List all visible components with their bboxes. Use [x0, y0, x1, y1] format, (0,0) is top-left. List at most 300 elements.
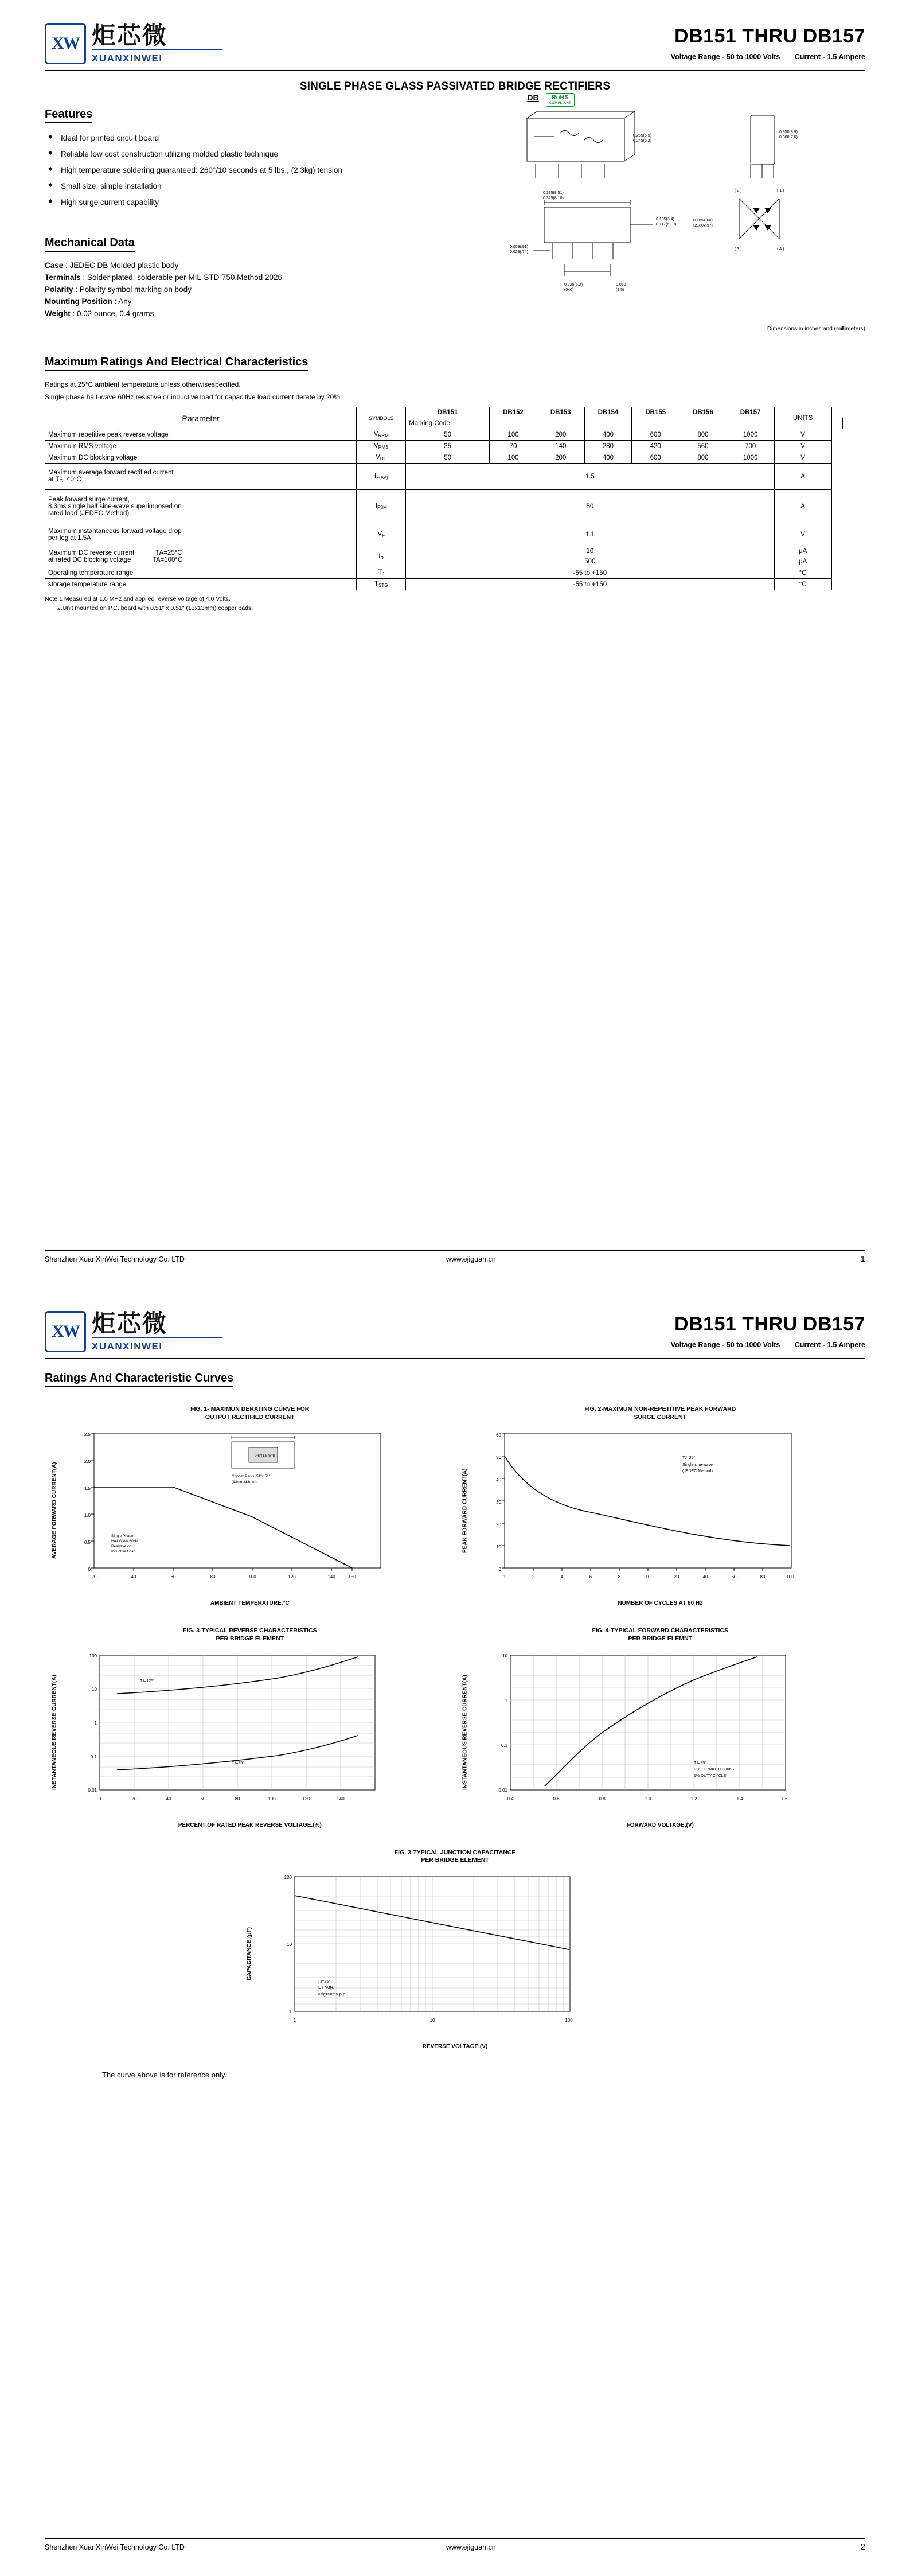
header-right	[671, 1311, 865, 1349]
logo-english-name: XUANXINWEI	[92, 52, 163, 64]
table-row	[45, 490, 865, 523]
svg-text:10: 10	[495, 1544, 501, 1550]
dim-text: (1.5)	[616, 287, 624, 292]
param-symbol: $I_R$	[357, 546, 406, 567]
svg-text:PULSE WIDTH 300nS: PULSE WIDTH 300nS	[693, 1767, 734, 1772]
cell-value: 50	[406, 429, 490, 441]
param-line: =40°C	[63, 476, 81, 483]
svg-text:10: 10	[92, 1686, 97, 1692]
cell-unit: A	[774, 490, 831, 523]
svg-text:100: 100	[248, 1574, 256, 1580]
col-device: DB151	[406, 407, 490, 418]
svg-text:Vsig=50mV p-p: Vsig=50mV p-p	[317, 1992, 345, 1997]
cell-unit: V	[774, 523, 831, 546]
cell-value: 800	[679, 429, 727, 441]
svg-text:1.5: 1.5	[84, 1486, 91, 1492]
current-text: Current - 1.5 Ampere	[794, 1341, 865, 1349]
list-item	[48, 182, 504, 192]
footer-website[interactable]: www.ejiguan.cn	[446, 2543, 496, 2551]
param-line: Maximum instantaneous forward voltage drop	[48, 527, 182, 535]
mechanical-row	[45, 272, 504, 284]
cell-value: 1000	[727, 429, 774, 441]
param-label: storage temperature range	[45, 579, 357, 590]
mechanical-row	[45, 284, 504, 296]
chart-title: FIG. 4-TYPICAL FORWARD CHARACTERISTICS PER BRIDGE ELEMNT	[592, 1627, 729, 1642]
logo-mark-text: XW	[52, 34, 79, 53]
package-drawing-area	[510, 93, 865, 340]
svg-text:140: 140	[337, 1796, 345, 1801]
cell-value: -55 to +150	[406, 567, 774, 579]
page-footer-2	[45, 2538, 865, 2552]
feature-text: Reliable low cost construction utilizing molded plastic technique	[61, 149, 278, 158]
col-parameter: Parameter	[45, 407, 357, 429]
chart-xlabel: NUMBER OF CYCLES AT 60 Hz	[618, 1600, 703, 1607]
svg-text:50: 50	[495, 1455, 501, 1461]
chart-plot	[255, 1868, 599, 2040]
svg-text:100: 100	[564, 2017, 573, 2023]
chart-title: FIG. 2-MAXIMUM NON-REPETITIVE PEAK FORWARD SURGE CURRENT	[584, 1406, 736, 1421]
svg-text:80: 80	[210, 1574, 216, 1580]
mechanical-label: Weight	[45, 309, 71, 318]
feature-text: High surge current capability	[61, 197, 159, 207]
dim-text: 0.245(6.2)	[633, 138, 652, 143]
col-device: DB153	[537, 407, 584, 418]
part-number-title: DB151 THRU DB157	[674, 1313, 865, 1335]
param-symbol: $V_{RMS}$	[357, 441, 406, 452]
mechanical-label: Terminals	[45, 273, 81, 282]
table-row	[45, 523, 865, 546]
chart-fig2	[455, 1400, 866, 1621]
cell-value: 600	[632, 452, 679, 464]
svg-text:60: 60	[200, 1796, 206, 1801]
param-symbol: $I_{FSM}$	[357, 490, 406, 523]
cell-value: 600	[632, 429, 679, 441]
features-list	[48, 134, 504, 207]
svg-text:1.4: 1.4	[736, 1796, 743, 1801]
svg-text:10: 10	[429, 2017, 435, 2023]
col-device: DB155	[632, 407, 679, 418]
param-line: rated load (JEDEC Method)	[48, 509, 130, 517]
svg-text:0.8: 0.8	[598, 1796, 606, 1801]
chart-ylabel: INSTANTANEOUS REVERSE CURRENT(A)	[462, 1675, 468, 1790]
svg-text:2.0: 2.0	[84, 1459, 91, 1465]
param-label: Operating temperature range	[45, 567, 357, 579]
logo-chinese-name: 炬芯微	[92, 1309, 168, 1337]
page-2	[0, 1288, 910, 2576]
svg-text:Single Phase: Single Phase	[111, 1534, 134, 1539]
cell-value	[632, 418, 679, 429]
svg-text:0.01: 0.01	[498, 1787, 507, 1793]
mechanical-value: : Solder plated, solderable per MIL-STD-750,Method 2026	[83, 273, 282, 282]
svg-text:0.6"(1.5mm): 0.6"(1.5mm)	[255, 1454, 275, 1458]
svg-text:TJ=25°: TJ=25°	[682, 1456, 695, 1461]
svg-text:TJ=25°: TJ=25°	[317, 1979, 330, 1984]
cell-value: 35	[406, 441, 490, 452]
cell-value	[727, 418, 774, 429]
part-specs-line	[671, 1341, 865, 1349]
feature-text: Ideal for printed circuit board	[61, 134, 159, 142]
chart-fig3	[45, 1621, 455, 1843]
table-header-row	[45, 407, 865, 418]
dim-text: 0.225(5.2)	[564, 282, 583, 287]
cell-value: 50	[406, 452, 490, 464]
svg-text:40: 40	[702, 1574, 708, 1580]
svg-text:0.1: 0.1	[90, 1754, 97, 1760]
param-label	[45, 464, 357, 490]
feature-text: High temperature soldering guaranteed: 260°/10 seconds at 5 lbs., (2.3kg) tension	[61, 165, 342, 174]
chart-ylabel: CAPACITANCE,(pF)	[246, 1927, 253, 1981]
chart-title: FIG. 3-TYPICAL REVERSE CHARACTERISTICS PER BRIDGE ELEMENT	[182, 1627, 317, 1642]
chart-fig1	[45, 1400, 455, 1621]
chart-title: FIG. 1- MAXIMUN DERATING CURVE FOR OUTPUT RECTIFIED CURRENT	[190, 1406, 310, 1421]
cell-value: 700	[727, 441, 774, 452]
svg-text:0: 0	[98, 1796, 101, 1801]
cell-value: 500	[406, 557, 774, 567]
col-units: UNITS	[774, 407, 831, 429]
param-line: TA=25°C	[155, 550, 182, 557]
svg-text:0.4: 0.4	[506, 1796, 514, 1801]
col-device: DB152	[490, 407, 537, 418]
package-header-row	[510, 93, 865, 107]
svg-text:1: 1	[503, 1574, 506, 1580]
param-label: Maximum repetitive peak reverse voltage	[45, 429, 357, 441]
cell-value: 10	[406, 546, 774, 557]
cell-unit: V	[774, 452, 831, 464]
svg-text:0.5: 0.5	[84, 1540, 91, 1546]
page-header	[45, 0, 865, 64]
dim-text: 0.1654(60)	[693, 218, 713, 223]
header-right	[671, 23, 865, 61]
col-device: DB157	[727, 407, 774, 418]
cell-value: 800	[679, 452, 727, 464]
cell-unit: °C	[774, 579, 831, 590]
mechanical-label: Mounting Position	[45, 297, 112, 306]
svg-text:Resistive or: Resistive or	[111, 1544, 131, 1549]
footer-website[interactable]: www.ejiguan.cn	[446, 1255, 496, 1263]
svg-text:(13mmx13mm): (13mmx13mm)	[232, 1480, 257, 1485]
dim-text: 0.117(62.9)	[656, 222, 677, 227]
cell-value: 1.5	[406, 464, 774, 490]
rohs-badge-icon	[546, 93, 575, 107]
chart-xlabel: AMBIENT TEMPERATURE,°C	[210, 1600, 290, 1607]
svg-text:0: 0	[498, 1567, 501, 1573]
mechanical-value: : JEDEC DB Molded plastic body	[65, 261, 179, 270]
mechanical-data-list	[45, 260, 504, 320]
param-line: at T	[48, 476, 60, 483]
param-line: Maximum DC reverse current	[48, 550, 135, 557]
col-device: DB156	[679, 407, 727, 418]
param-label	[45, 546, 357, 567]
chart-plot	[470, 1425, 814, 1597]
cell-value: 400	[584, 452, 632, 464]
logo-mark-text: XW	[52, 1322, 79, 1341]
svg-text:80: 80	[235, 1796, 240, 1801]
logo-text-block	[92, 21, 222, 64]
svg-text:100: 100	[89, 1653, 97, 1659]
param-symbol: $V_{DC}$	[357, 452, 406, 464]
svg-text:1: 1	[289, 2009, 292, 2014]
svg-text:150: 150	[348, 1574, 356, 1580]
dim-text: 0.335(8.51)	[543, 190, 564, 195]
svg-text:Inductive Load: Inductive Load	[111, 1550, 136, 1554]
svg-text:4: 4	[560, 1574, 563, 1580]
rohs-sub-label: COMPLIANT	[549, 101, 571, 105]
chart-xlabel: FORWARD VOLTAGE,(V)	[626, 1822, 694, 1828]
svg-text:120: 120	[302, 1796, 310, 1801]
footer-company: Shenzhen XuanXinWei Technology Co. LTD	[45, 2543, 185, 2551]
svg-text:0.6: 0.6	[552, 1796, 560, 1801]
table-row	[45, 464, 865, 490]
ratings-note-2: Single phase half-wave 60Hz,resistive or inductive load,for capacitive load current derate by 20%.	[45, 393, 342, 401]
chart-ylabel: AVERAGE FORWARD CURRENT(A)	[51, 1462, 58, 1559]
list-item	[48, 150, 504, 159]
cell-value	[843, 418, 854, 429]
chart-plot	[60, 1647, 404, 1819]
note-line: Note:1 Measured at 1.0 MHz and applied reverse voltage of 4.0 Volts.	[45, 596, 231, 602]
svg-text:40: 40	[131, 1574, 136, 1580]
param-line: 8.3ms single half sine-wave superimposed on	[48, 503, 182, 510]
dim-text: 0.300(7.6)	[779, 135, 798, 139]
table-row	[45, 429, 865, 441]
features-and-package	[45, 93, 865, 340]
logo-divider	[92, 49, 222, 50]
chart-ylabel: PEAK FORWARD CURRENT(A)	[462, 1468, 468, 1554]
svg-text:100: 100	[284, 1874, 292, 1880]
cell-unit: μA	[774, 546, 831, 557]
svg-text:20: 20	[495, 1522, 501, 1528]
cell-value: 400	[584, 429, 632, 441]
svg-text:1.0: 1.0	[644, 1796, 651, 1801]
param-line: Maximum average forward rectified current	[48, 469, 174, 476]
mechanical-label: Case	[45, 261, 64, 270]
dim-text: (21802.97)	[693, 223, 713, 228]
feature-text: Small size, simple installation	[61, 181, 162, 190]
svg-text:20: 20	[131, 1796, 137, 1801]
param-label	[45, 523, 357, 546]
svg-text:2: 2	[532, 1574, 534, 1580]
mechanical-row	[45, 308, 504, 320]
pin-label: ( 2 )	[735, 188, 742, 193]
dim-text: 0.060	[616, 282, 626, 287]
current-text: Current - 1.5 Ampere	[794, 53, 865, 61]
header-divider	[45, 70, 865, 71]
mechanical-row	[45, 296, 504, 308]
cell-unit: A	[774, 464, 831, 490]
page-number: 2	[860, 2542, 865, 2552]
pin-label: ( 1 )	[777, 188, 784, 193]
svg-text:8: 8	[618, 1574, 620, 1580]
cell-value	[831, 418, 842, 429]
voltage-range-text: Voltage Range - 50 to 1000 Volts	[670, 53, 780, 61]
list-item	[48, 166, 504, 176]
dim-text: 0.255(6.5)	[633, 133, 652, 138]
param-symbol	[490, 418, 537, 429]
footer-company: Shenzhen XuanXinWei Technology Co. LTD	[45, 1255, 185, 1263]
chart-ylabel: INSTANTANEOUS REVERSE CURRENT(A)	[51, 1675, 58, 1790]
curve-reference-note: The curve above is for reference only.	[102, 2070, 227, 2079]
cell-value: 560	[679, 441, 727, 452]
svg-text:2.5: 2.5	[84, 1432, 91, 1438]
company-logo	[45, 1311, 222, 1352]
svg-text:1: 1	[293, 2017, 296, 2023]
svg-text:Copper Pauls .51"x.51": Copper Pauls .51"x.51"	[232, 1474, 271, 1479]
chart-fig5	[45, 1843, 865, 2065]
dim-text: 0.350(8.9)	[779, 130, 798, 134]
chart-title: FIG. 3-TYPICAL JUNCTION CAPACITANCE PER BRIDGE ELEMENT	[394, 1849, 516, 1864]
page-number: 1	[860, 1254, 865, 1264]
svg-text:1.0: 1.0	[84, 1513, 91, 1519]
package-type-label: DB	[527, 93, 539, 102]
dim-text: 0.325(8.10)	[543, 196, 564, 200]
svg-text:1: 1	[505, 1698, 507, 1703]
chart-plot	[60, 1425, 404, 1597]
param-symbol: $I_{F(AV)}$	[357, 464, 406, 490]
dim-text: 0.135(3.4)	[656, 217, 675, 221]
dim-text: 0.029(.74)	[510, 250, 529, 254]
cell-value: 280	[584, 441, 632, 452]
chart-plot	[470, 1647, 814, 1819]
part-number-title: DB151 THRU DB157	[674, 25, 865, 47]
table-notes	[45, 595, 865, 613]
cell-value: 100	[490, 452, 537, 464]
param-line: at rated DC blocking voltage	[48, 557, 131, 563]
chart-xlabel: REVERSE VOLTAGE.(V)	[422, 2043, 488, 2050]
svg-text:30: 30	[495, 1500, 501, 1505]
cell-value: 200	[537, 452, 584, 464]
cell-value: 1.1	[406, 523, 774, 546]
document-title: SINGLE PHASE GLASS PASSIVATED BRIDGE RECTIFIERS	[299, 80, 611, 92]
svg-text:f=1.0MHz: f=1.0MHz	[317, 1986, 335, 1990]
mechanical-value: : Polarity symbol marking on body	[75, 285, 192, 294]
cell-value: 70	[490, 441, 537, 452]
param-symbol: $T_{STG}$	[357, 579, 406, 590]
svg-text:Half Wave 60Hz: Half Wave 60Hz	[111, 1539, 138, 1544]
param-symbol: $T_J$	[357, 567, 406, 579]
mechanical-value: : 0.02 ounce, 0.4 grams	[72, 309, 154, 318]
svg-text:10: 10	[645, 1574, 650, 1580]
svg-text:100: 100	[786, 1574, 794, 1580]
logo-mark-icon	[45, 1311, 86, 1352]
mechanical-label: Polarity	[45, 285, 73, 294]
svg-text:1: 1	[94, 1720, 97, 1726]
logo-chinese-name: 炬芯微	[92, 21, 168, 49]
cell-value: 50	[406, 490, 774, 523]
list-item	[48, 198, 504, 208]
svg-text:60: 60	[495, 1433, 501, 1438]
curves-heading: Ratings And Characteristic Curves	[45, 1372, 233, 1387]
note-line: 2.Unit mounted on P.C. board with 0.51" x 0.51" (13x13mm) copper pads.	[57, 604, 253, 612]
package-drawings-column	[504, 93, 865, 340]
table-row	[45, 546, 865, 557]
mechanical-row	[45, 260, 504, 272]
param-symbol: $V_F$	[357, 523, 406, 546]
param-line: per leg at 1.5A	[48, 534, 91, 542]
table-row	[45, 441, 865, 452]
cell-value: 100	[490, 429, 537, 441]
list-item	[48, 134, 504, 143]
svg-text:TJ=25°: TJ=25°	[232, 1761, 244, 1765]
charts-grid	[45, 1400, 865, 2065]
svg-text:20: 20	[91, 1574, 97, 1580]
features-heading: Features	[45, 108, 92, 123]
package-outline-drawing	[510, 107, 854, 319]
logo-divider	[92, 1337, 222, 1338]
svg-text:40: 40	[166, 1796, 171, 1801]
header-divider	[45, 1358, 865, 1359]
param-symbol: $V_{RRM}$	[357, 429, 406, 441]
svg-text:10: 10	[502, 1653, 507, 1659]
dim-text: 0.009(.91)	[510, 244, 529, 249]
svg-text:0.1: 0.1	[501, 1742, 507, 1748]
svg-text:1.6: 1.6	[780, 1796, 788, 1801]
table-row	[45, 579, 865, 590]
logo-mark-icon	[45, 23, 86, 64]
svg-text:1.2: 1.2	[690, 1796, 697, 1801]
col-device: DB154	[584, 407, 632, 418]
param-line: TA=100°C	[152, 557, 183, 563]
chart-xlabel: PERCENT OF RATED PEAK REVERSE VOLTAGE.(%)	[178, 1822, 322, 1828]
svg-text:140: 140	[327, 1574, 335, 1580]
pin-label: ( 3 )	[735, 247, 742, 251]
specifications-table	[45, 407, 865, 590]
svg-text:80: 80	[760, 1574, 765, 1580]
cell-value	[584, 418, 632, 429]
svg-text:60: 60	[731, 1574, 736, 1580]
table-row	[45, 452, 865, 464]
svg-text:100: 100	[268, 1796, 276, 1801]
dim-text: (040)	[564, 287, 574, 292]
ratings-heading: Maximum Ratings And Electrical Characteristics	[45, 356, 308, 371]
cell-value	[537, 418, 584, 429]
cell-unit: V	[774, 429, 831, 441]
svg-text:6: 6	[589, 1574, 592, 1580]
company-logo	[45, 23, 222, 64]
features-column	[45, 93, 504, 340]
chart-fig4	[455, 1621, 866, 1843]
svg-text:TJ=25°: TJ=25°	[693, 1761, 706, 1765]
param-label	[45, 490, 357, 523]
param-label: Maximum DC blocking voltage	[45, 452, 357, 464]
svg-text:40: 40	[495, 1477, 501, 1483]
page-header-2	[45, 1288, 865, 1352]
table-row	[45, 567, 865, 579]
cell-value: 140	[537, 441, 584, 452]
mechanical-value: : Any	[114, 297, 132, 306]
param-label: Marking Code	[406, 418, 490, 429]
param-sub: C	[59, 478, 63, 484]
cell-value: -55 to +150	[406, 579, 774, 590]
cell-unit: μA	[774, 557, 831, 567]
dimensions-note: Dimensions in inches and (millimeters)	[767, 325, 865, 332]
ratings-note-1: Ratings at 25°C ambient temperature unless otherwisespecified.	[45, 380, 241, 388]
page-footer	[45, 1250, 865, 1264]
voltage-range-text: Voltage Range - 50 to 1000 Volts	[670, 1341, 780, 1349]
svg-text:(JEDEC Method): (JEDEC Method)	[682, 1469, 713, 1474]
svg-text:0.01: 0.01	[88, 1787, 97, 1793]
svg-text:0: 0	[88, 1567, 91, 1573]
col-symbols: SYMBOLS	[357, 407, 406, 429]
cell-value: 1000	[727, 452, 774, 464]
rohs-label: RoHS	[551, 94, 569, 101]
svg-text:10: 10	[286, 1941, 292, 1947]
param-label: Maximum RMS voltage	[45, 441, 357, 452]
svg-text:120: 120	[288, 1574, 296, 1580]
svg-text:TJ=125°: TJ=125°	[140, 1679, 155, 1683]
mechanical-data-heading: Mechanical Data	[45, 236, 135, 252]
param-line: Peak forward surge current,	[48, 496, 130, 503]
cell-unit	[854, 418, 865, 429]
cell-value: 200	[537, 429, 584, 441]
